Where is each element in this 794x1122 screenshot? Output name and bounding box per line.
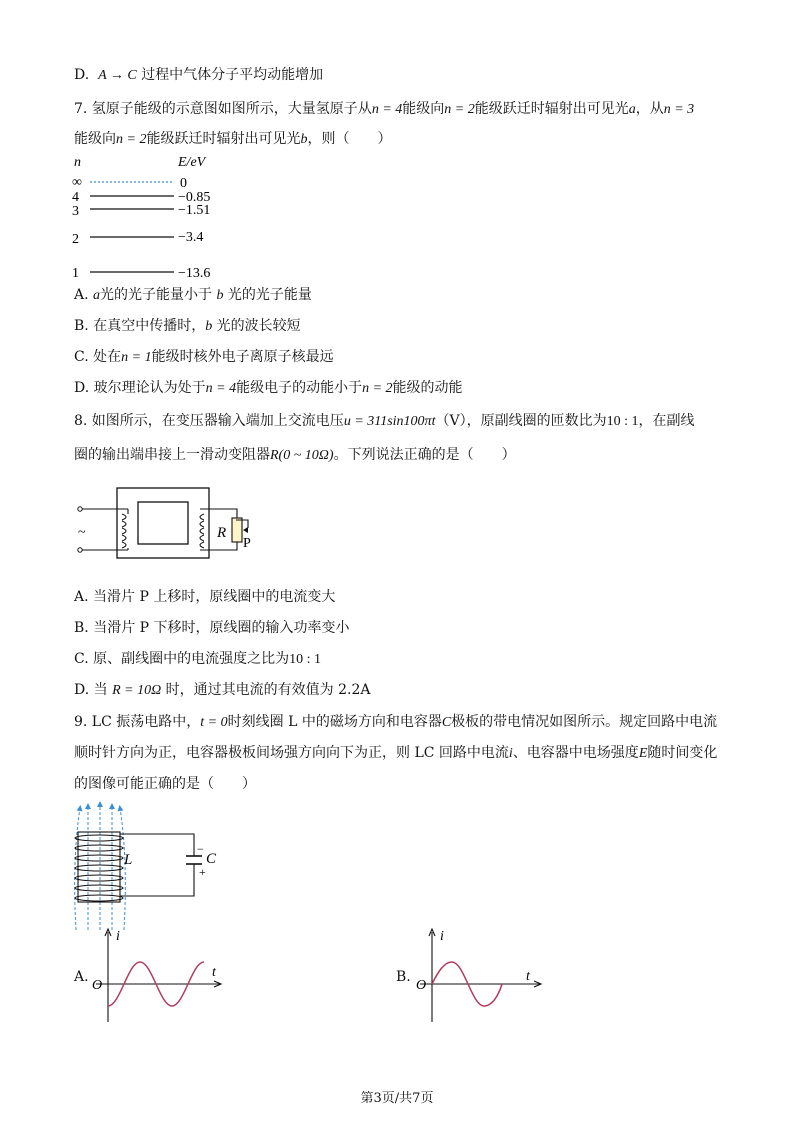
level-2-n: 2 <box>72 232 79 247</box>
rheostat-label: R <box>217 525 227 541</box>
capacitor-label: C <box>206 851 217 867</box>
graph-b-y-label: i <box>440 929 444 944</box>
slider-label: P <box>243 536 251 551</box>
capacitor-minus-sign: − <box>197 842 204 856</box>
q8-stem-line-1: 8. 如图所示，在变压器输入端加上交流电压u = 311sin100πt（V），原副线圈的匝数比为10 : 1，在副线 <box>74 413 695 429</box>
level-4-e: −0.85 <box>178 190 211 205</box>
graph-b <box>412 926 552 1026</box>
slider-arrow <box>243 527 248 533</box>
primary-coil <box>122 509 128 550</box>
level-inf-n: ∞ <box>72 175 82 190</box>
graph-a-letter: A. <box>74 969 89 985</box>
ac-source-symbol: ~ <box>78 525 86 540</box>
magnetic-field-lines <box>75 804 126 930</box>
q8-option-c: C. 原、副线圈中的电流强度之比为10 : 1 <box>74 651 322 667</box>
q6-option-d: D. A → C 过程中气体分子平均动能增加 <box>74 67 324 83</box>
level-inf-e: 0 <box>180 176 187 191</box>
diagram-header-e: E/eV <box>178 155 206 170</box>
q8-stem-line-2: 圈的输出端串接上一滑动变阻器R(0 ~ 10Ω)。下列说法正确的是（ ） <box>74 447 516 463</box>
level-2-e: −3.4 <box>178 230 204 245</box>
q7-option-c: C. 处在n = 1能级时核外电子离原子核最远 <box>74 349 334 365</box>
q9-stem-line-2: 顺时针方向为正，电容器极板间场强方向向下为正，则 LC 回路中电流i、电容器中电场强度E随时间变化 <box>74 745 718 761</box>
input-terminal-bottom <box>78 548 82 552</box>
graph-a-x-label: t <box>212 965 216 980</box>
inductor-coil <box>75 835 123 901</box>
q8-option-d: D. 当 R = 10Ω 时，通过其电流的有效值为 2.2A <box>74 682 371 698</box>
level-1-e: −13.6 <box>178 266 211 281</box>
inductor-label: L <box>124 852 133 868</box>
level-3-n: 3 <box>72 204 79 219</box>
level-1-n: 1 <box>72 266 79 281</box>
q8-option-a: A. 当滑片 P 上移时，原线圈中的电流变大 <box>74 589 336 605</box>
transformer-core-inner <box>138 502 188 544</box>
capacitor-plus-sign: + <box>199 865 206 879</box>
energy-level-diagram <box>68 150 268 282</box>
q7-option-a: A. a光的光子能量小于 b 光的光子能量 <box>74 287 312 303</box>
graph-a-y-label: i <box>116 929 120 944</box>
rheostat <box>232 518 242 542</box>
lc-circuit-diagram <box>66 800 236 932</box>
q7-stem-line-1: 7. 氢原子能级的示意图如图所示，大量氢原子从n = 4能级向n = 2能级跃迁时辐射出可见光a，从n = 3 <box>74 101 695 117</box>
graph-a <box>88 926 228 1026</box>
graph-b-x-label: t <box>526 969 530 984</box>
secondary-coil <box>200 514 204 548</box>
level-3-e: −1.51 <box>178 203 211 218</box>
q7-stem-line-2: 能级向n = 2能级跃迁时辐射出可见光b，则（ ） <box>74 131 392 147</box>
q9-stem-line-1: 9. LC 振荡电路中，t = 0时刻线圈 L 中的磁场方向和电容器C极板的带电情况如图所示。规定回路中电流 <box>74 714 718 730</box>
q7-option-b: B. 在真空中传播时，b 光的波长较短 <box>74 318 301 334</box>
transformer-core-outer <box>117 488 209 558</box>
graph-a-origin: O <box>92 978 103 993</box>
diagram-header-n: n <box>74 155 81 170</box>
page-footer: 第3页/共7页 <box>360 1091 434 1106</box>
q9-stem-line-3: 的图像可能正确的是（ ） <box>74 776 256 792</box>
transformer-diagram <box>72 484 272 564</box>
graph-b-origin: O <box>416 978 427 993</box>
input-terminal-top <box>78 507 82 511</box>
q7-option-d: D. 玻尔理论认为处于n = 4能级电子的动能小于n = 2能级的动能 <box>74 380 463 396</box>
graph-b-letter: B. <box>396 969 411 985</box>
level-4-n: 4 <box>72 190 79 205</box>
q8-option-b: B. 当滑片 P 下移时，原线圈的输入功率变小 <box>74 620 350 636</box>
